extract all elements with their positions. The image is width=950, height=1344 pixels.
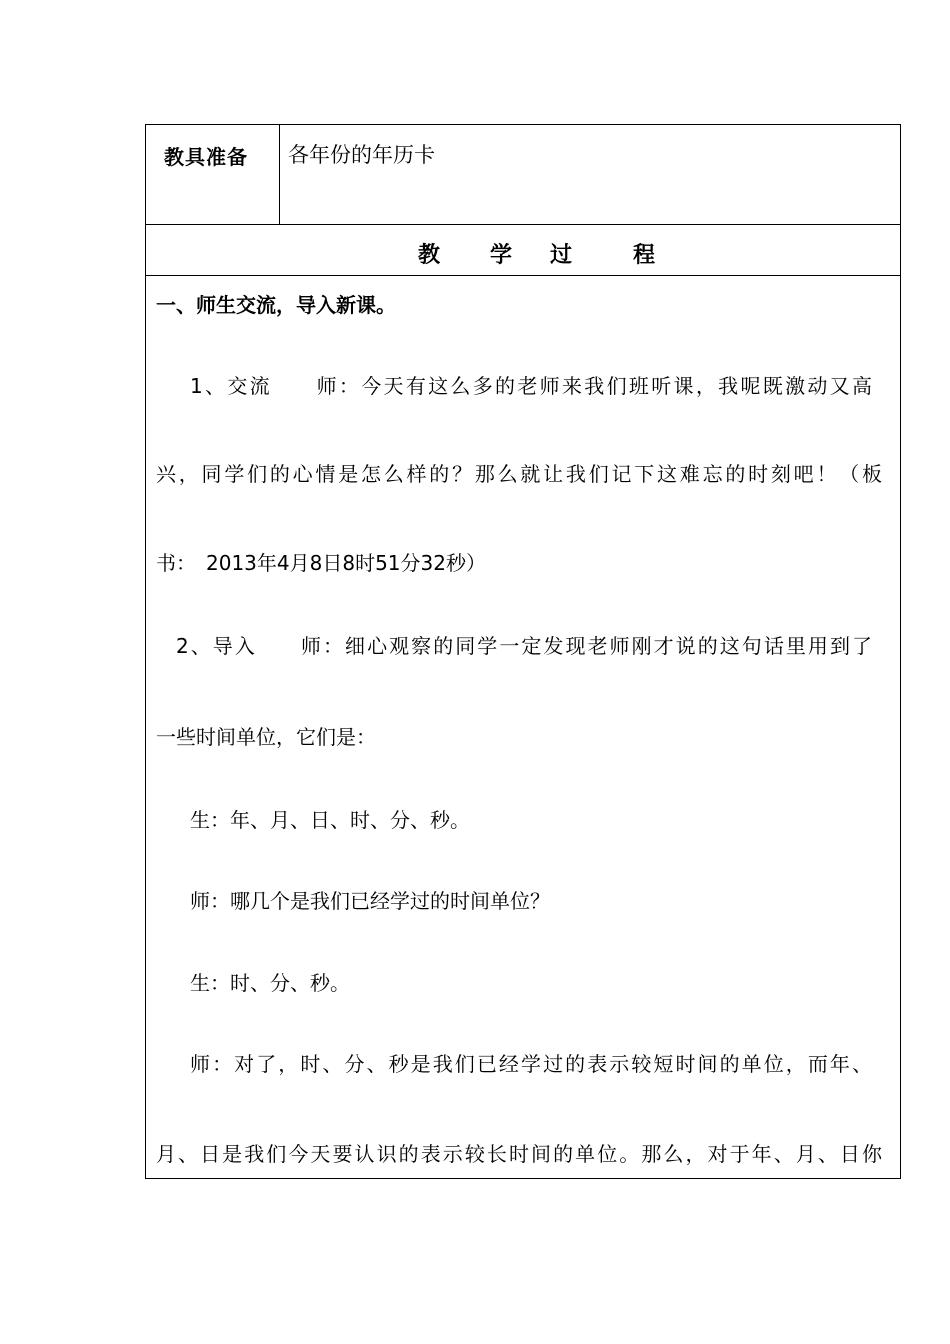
paragraph-line: 师：对了，时、分、秒是我们已经学过的表示较短时间的单位，而年、 bbox=[190, 1052, 872, 1076]
heading-char-3: 过 bbox=[550, 243, 573, 268]
lesson-plan-table bbox=[145, 124, 901, 1179]
heading-char-1: 教 bbox=[418, 243, 441, 268]
heading-char-4: 程 bbox=[633, 243, 656, 268]
teaching-aids-value: 各年份的年历卡 bbox=[288, 143, 435, 167]
paragraph-line: 师：哪几个是我们已经学过的时间单位？ bbox=[190, 889, 550, 913]
teaching-process-body bbox=[146, 276, 900, 1178]
section-title: 一、师生交流，导入新课。 bbox=[156, 293, 396, 317]
paragraph-line: 1、交流 师：今天有这么多的老师来我们班听课，我呢既激动又高 bbox=[190, 374, 872, 398]
paragraph-line: 兴，同学们的心情是怎么样的？那么就让我们记下这难忘的时刻吧！（板 bbox=[156, 462, 882, 486]
paragraph-line: 2、导入 师：细心观察的同学一定发现老师刚才说的这句话里用到了 bbox=[176, 634, 872, 658]
teaching-process-heading-row bbox=[146, 225, 900, 276]
teaching-aids-label-cell bbox=[146, 125, 280, 224]
heading-char-2: 学 bbox=[490, 243, 513, 268]
paragraph-line: 月、日是我们今天要认识的表示较长时间的单位。那么，对于年、月、日你 bbox=[156, 1142, 882, 1166]
paragraph-line: 生：年、月、日、时、分、秒。 bbox=[190, 808, 470, 832]
paragraph-line: 一些时间单位，它们是： bbox=[156, 725, 376, 749]
paragraph-line: 书： 2013年4月8日8时51分32秒） bbox=[156, 551, 486, 575]
teaching-aids-label: 教具准备 bbox=[164, 145, 248, 169]
teaching-aids-row bbox=[146, 125, 900, 225]
paragraph-line: 生：时、分、秒。 bbox=[190, 971, 350, 995]
